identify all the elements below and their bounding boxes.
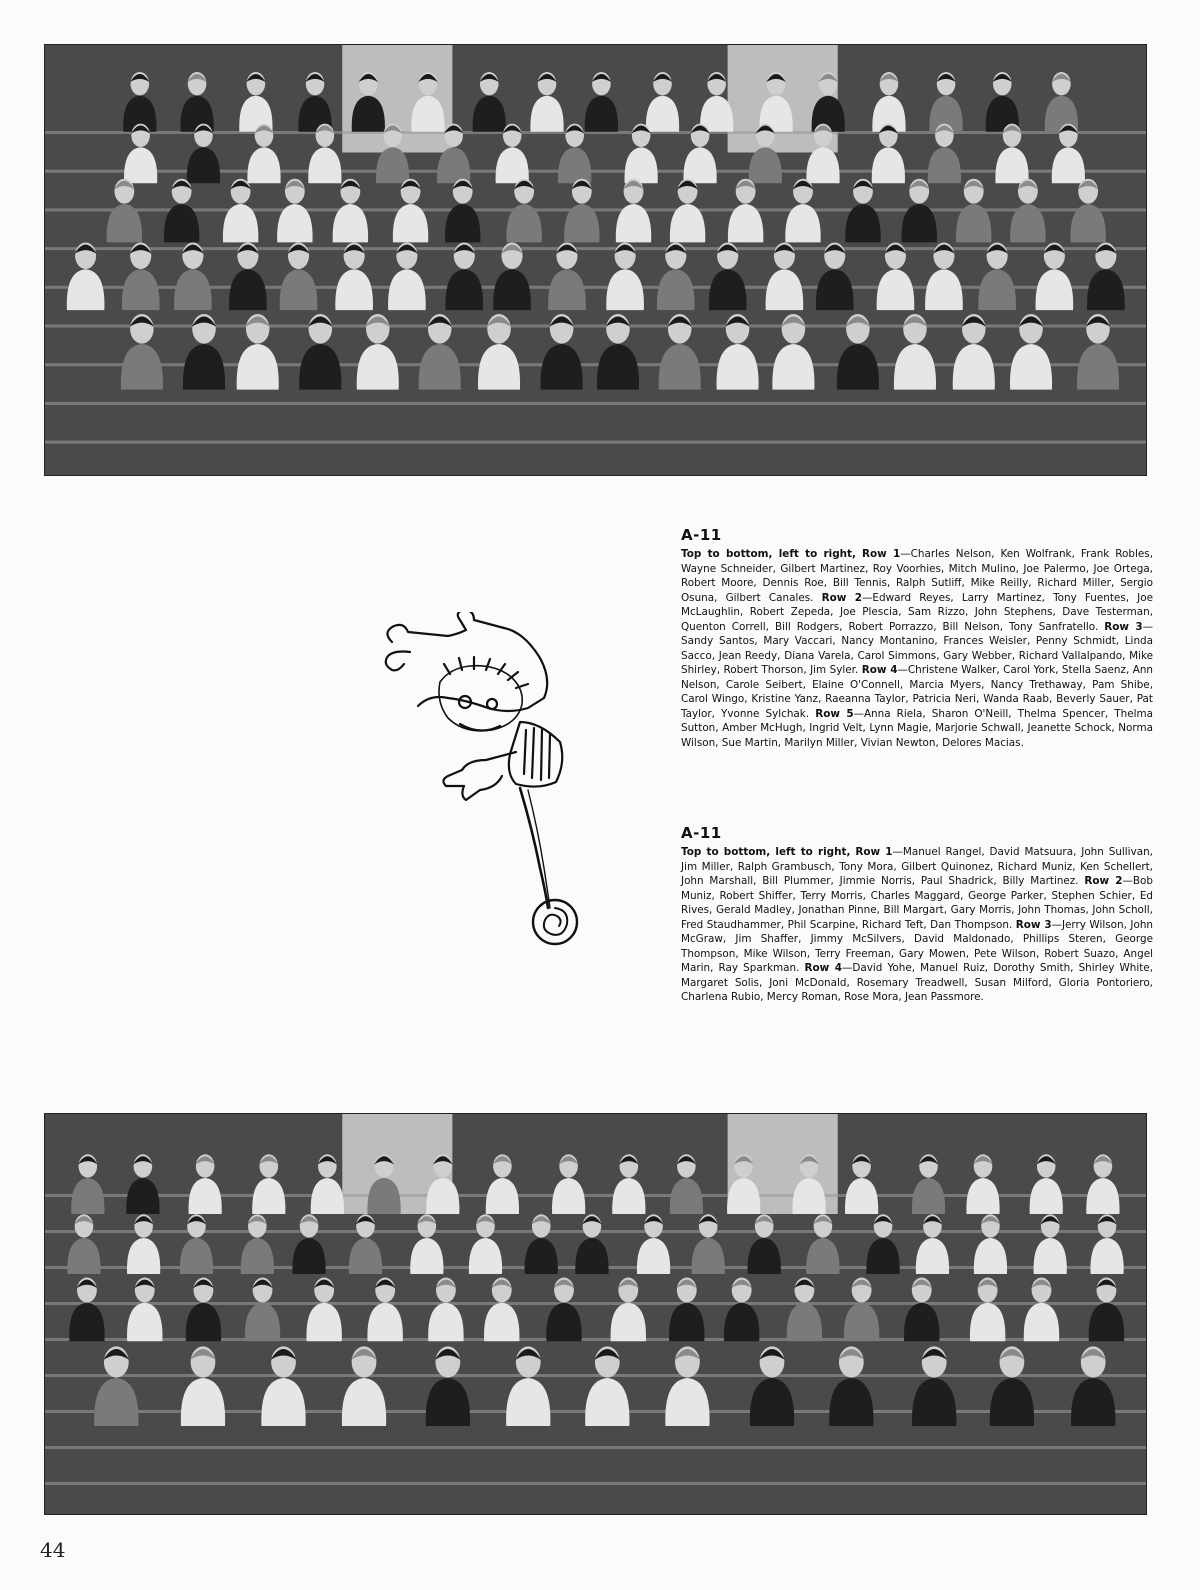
row-label: Row 1 xyxy=(855,846,893,858)
class-photo-top xyxy=(44,44,1147,476)
class-photo-top-figures xyxy=(45,45,1146,475)
row-label: Row 3 xyxy=(1015,918,1052,931)
caption-text xyxy=(681,845,1153,1005)
row-label: Row 1 xyxy=(861,548,901,560)
row-names: —Charles Nelson, Ken Wolfrank, Frank Robles, Wayne Schneider, Gilbert Martinez, Roy Voorhies, Mitch Mulino, Joe Palermo, Joe Ortega, Robert Moore, Dennis Roe, Bill Tennis, Ralph Sutliff, Mike Reilly, Richard Miller, Sergio Osuna, Gilbert Canales. xyxy=(681,548,1154,604)
row-label: Row 2 xyxy=(821,591,863,604)
row-names: —Sandy Santos, Mary Vaccari, Nancy Montanino, Frances Weisler, Penny Schmidt, Linda Sacco, Jean Reedy, Diana Varela, Carol Simmons, Gary Webber, Richard Vallalpando, Mike Shirley, Robert Thorson, Jim Syler. xyxy=(681,620,1153,676)
row-names: —Edward Reyes, Larry Martinez, Tony Fuentes, Joe McLaughlin, Robert Zepeda, Joe Plescia, Sam Rizzo, John Stephens, Dave Testerman, Quenton Correll, Bill Rodgers, Robert Porrazzo, Bill Nelson, Tony Sanfratello. xyxy=(681,591,1153,633)
caption-lead: Top to bottom, left to right, xyxy=(681,548,856,560)
row-label: Row 4 xyxy=(804,962,842,974)
class-photo-bottom-figures xyxy=(45,1114,1146,1514)
row-names: —Bob Muniz, Robert Shiffer, Terry Morris, Charles Maggard, George Parker, Stephen Schier, Ed Rives, Gerald Madley, Jonathan Pinne, Bill Margart, Gary Morris, John Thomas, John Scholl, Fred Staudhammer, Phil Scarpine, Richard Teft, Dan Thompson. xyxy=(681,875,1153,931)
caption-bottom-photo xyxy=(681,823,1153,1005)
caption-text xyxy=(681,547,1153,750)
row-names: —Christene Walker, Carol York, Stella Saenz, Ann Nelson, Carole Seibert, Elaine O'Connell, Marcia Myers, Nancy Trethaway, Pam Shibe, Carol Wingo, Kristine Yanz, Raeanna Taylor, Patricia Neri, Wanda Raab, Beverly Sauer, Pat Taylor, Yvonne Sylchak. xyxy=(681,664,1153,720)
caption-top-photo xyxy=(681,525,1153,750)
page-number: 44 xyxy=(40,1538,66,1562)
row-names: —Anna Riela, Sharon O'Neill, Thelma Spencer, Thelma Sutton, Amber McHugh, Ingrid Velt, Lynn Magie, Marjorie Schwall, Jeanette Schock, Norma Wilson, Sue Martin, Marilyn Miller, Vivian Newton, Delores Macias. xyxy=(681,707,1153,749)
row-names: —David Yohe, Manuel Ruiz, Dorothy Smith, Shirley White, Margaret Solis, Joni McDonald, Rosemary Treadwell, Susan Milford, Gloria Pontoriero, Charlena Rubio, Mercy Roman, Rose Mora, Jean Passmore. xyxy=(681,962,1154,1003)
mascot-illustration xyxy=(370,612,595,952)
caption-title: A-11 xyxy=(681,824,722,842)
caption-lead: Top to bottom, left to right, xyxy=(681,846,851,858)
row-names: —Jerry Wilson, John McGraw, Jim Shaffer, Jimmy McSilvers, David Maldonado, Phillips Steren, George Thompson, Mike Wilson, Terry Freeman, Gary Mowen, Pete Wilson, Robert Suazo, Angel Marin, Ray Sparkman. xyxy=(681,918,1153,974)
row-label: Row 3 xyxy=(1104,620,1143,633)
row-label: Row 5 xyxy=(815,707,854,720)
caption-title: A-11 xyxy=(681,526,722,544)
row-names: —Manuel Rangel, David Matsuura, John Sullivan, Jim Miller, Ralph Grambusch, Tony Mora, Gilbert Quinonez, Richard Muniz, Ken Schellert, John Marshall, Bill Plummer, Jimmie Norris, Paul Shadrick, Billy Martinez. xyxy=(681,846,1153,887)
class-photo-bottom xyxy=(44,1113,1147,1515)
row-label: Row 2 xyxy=(1084,875,1123,887)
row-label: Row 4 xyxy=(861,664,898,676)
